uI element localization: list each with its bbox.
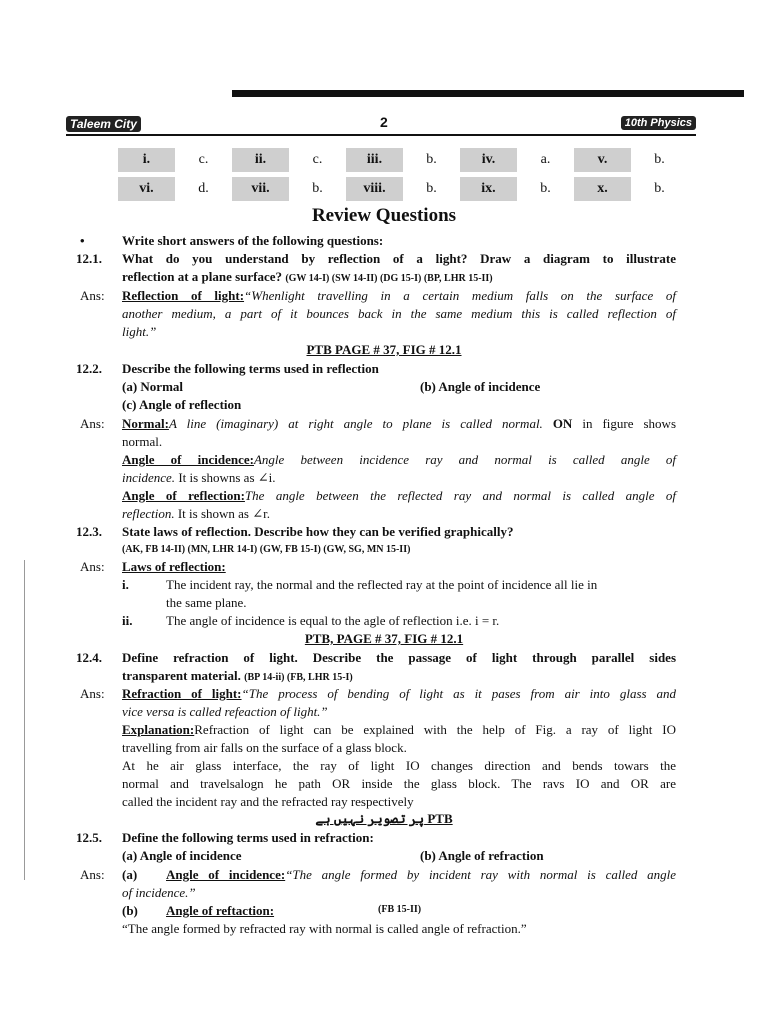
- answer-text: of incidence.”: [122, 885, 196, 900]
- answer-key-row: [118, 177, 688, 201]
- board-reference: (BP 14-ii) (FB, LHR 15-I): [244, 672, 353, 683]
- key-answer: c.: [312, 152, 323, 167]
- key-number: i.: [118, 148, 175, 172]
- subject-label: 10th Physics: [621, 116, 696, 130]
- question-text: Define refraction of light. Describe the passage of light through parallel sides: [122, 650, 676, 665]
- ptb-reference: پر تصویر نہیں ہے PTB: [315, 811, 453, 826]
- answer-text: Refraction of light:“The process of bending of light as it pases from air into glass and: [122, 686, 677, 701]
- question-number: 12.4.: [76, 650, 102, 665]
- list-marker: (a): [122, 867, 138, 882]
- key-number: viii.: [346, 177, 403, 201]
- key-number: x.: [574, 177, 631, 201]
- answer-label: Ans:: [80, 686, 105, 701]
- answer-label: Ans:: [80, 416, 105, 431]
- answer-text: normal.: [122, 434, 163, 449]
- key-number: ii.: [232, 148, 289, 172]
- answer-text: Angle of reflection:The angle between the reflected ray and normal is called angle of: [122, 488, 676, 503]
- margin-line: [24, 560, 25, 880]
- key-answer: b.: [654, 152, 665, 167]
- question-number: 12.3.: [76, 524, 102, 539]
- key-answer: c.: [198, 152, 209, 167]
- question-text: Define the following terms used in refraction:: [122, 830, 374, 845]
- board-reference: (GW 14-I) (SW 14-II) (DG 15-I) (BP, LHR 15-II): [285, 273, 493, 284]
- subpart: (a) Angle of incidence: [122, 848, 242, 863]
- ptb-reference: PTB, PAGE # 37, FIG # 12.1: [304, 631, 464, 646]
- answer-label: Ans:: [80, 559, 105, 574]
- question-text: reflection at a plane surface? (GW 14-I) (SW 14-II) (DG 15-I) (BP, LHR 15-II): [122, 269, 493, 284]
- list-item: The angle of incidence is equal to the agle of reflection i.e. i = r.: [166, 613, 500, 628]
- key-answer: d.: [198, 181, 209, 196]
- answer-text: normal and travelsalogn he path OR inside the glass block. The ravs IO and OR are: [122, 776, 676, 791]
- term: Laws of reflection:: [122, 559, 226, 574]
- board-reference: (AK, FB 14-II) (MN, LHR 14-I) (GW, FB 15-I) (GW, SG, MN 15-II): [122, 544, 411, 555]
- key-number: ix.: [460, 177, 517, 201]
- answer-key-row: [118, 148, 688, 172]
- list-item: the same plane.: [166, 595, 247, 610]
- answer-text: another medium, a part of it bounces back in the same medium this is called reflection of: [122, 306, 676, 321]
- question-number: 12.2.: [76, 361, 102, 376]
- list-marker: i.: [122, 577, 129, 592]
- question-text: Describe the following terms used in reflection: [122, 361, 379, 376]
- subpart: (b) Angle of refraction: [420, 848, 544, 863]
- question-number: 12.1.: [76, 251, 102, 266]
- key-number: iii.: [346, 148, 403, 172]
- bullet: •: [80, 233, 85, 248]
- answer-text: Reflection of light:“Whenlight travelling in a certain medium falls on the surface of: [122, 288, 676, 303]
- subpart: (c) Angle of reflection: [122, 397, 242, 412]
- answer-text: “The angle formed by refracted ray with normal is called angle of refraction.”: [122, 921, 527, 936]
- answer-text: At he air glass interface, the ray of light IO changes direction and bends towars the: [122, 758, 676, 773]
- top-border-bar: [232, 90, 744, 97]
- key-answer: a.: [540, 152, 551, 167]
- key-answer: b.: [540, 181, 551, 196]
- answer-text: Explanation:Refraction of light can be explained with the help of Fig. a ray of light IO: [122, 722, 676, 737]
- question-text: transparent material. (BP 14-ii) (FB, LHR 15-I): [122, 668, 353, 683]
- header-divider: [66, 134, 696, 136]
- list-marker: ii.: [122, 613, 133, 628]
- page-number: 2: [380, 114, 388, 130]
- list-item: The incident ray, the normal and the reflected ray at the point of incidence all lie in: [166, 577, 598, 592]
- subpart: (a) Normal: [122, 379, 184, 394]
- answer-text: incidence. It is showns as ∠i.: [122, 470, 276, 485]
- question-text: State laws of reflection. Describe how they can be verified graphically?: [122, 524, 514, 539]
- answer-text: travelling from air falls on the surface of a glass block.: [122, 740, 407, 755]
- key-number: v.: [574, 148, 631, 172]
- question-text: What do you understand by reflection of a light? Draw a diagram to illustrate: [122, 251, 676, 266]
- answer-text: Normal:A line (imaginary) at right angle to plane is called normal. ON in figure shows: [122, 416, 677, 431]
- term: Angle of reftaction:: [166, 903, 275, 918]
- term: Reflection of light:: [122, 288, 245, 303]
- key-answer: b.: [654, 181, 665, 196]
- subpart: (b) Angle of incidence: [420, 379, 541, 394]
- answer-text: light.”: [122, 324, 157, 339]
- key-number: vii.: [232, 177, 289, 201]
- key-answer: b.: [426, 181, 437, 196]
- board-reference: (FB 15-II): [378, 904, 422, 915]
- answer-label: Ans:: [80, 288, 105, 303]
- key-number: vi.: [118, 177, 175, 201]
- answer-text: Angle of incidence:Angle between incidence ray and normal is called angle of: [122, 452, 676, 467]
- answer-key-table: [118, 143, 688, 206]
- key-answer: b.: [312, 181, 323, 196]
- page-header: [66, 114, 696, 134]
- brand-logo: Taleem City: [66, 116, 141, 132]
- answer-text: vice versa is called refeaction of light.”: [122, 704, 328, 719]
- key-number: iv.: [460, 148, 517, 172]
- answer-text: reflection. It is shown as ∠r.: [122, 506, 270, 521]
- intro-text: Write short answers of the following questions:: [122, 233, 384, 248]
- section-title: Review Questions: [311, 205, 457, 226]
- answer-text: called the incident ray and the refracted ray respectively: [122, 794, 414, 809]
- ptb-reference: PTB PAGE # 37, FIG # 12.1: [306, 342, 462, 357]
- list-marker: (b): [122, 903, 138, 918]
- question-number: 12.5.: [76, 830, 102, 845]
- answer-label: Ans:: [80, 867, 105, 882]
- answer-text: Angle of incidence:“The angle formed by incident ray with normal is called angle: [166, 867, 677, 882]
- key-answer: b.: [426, 152, 437, 167]
